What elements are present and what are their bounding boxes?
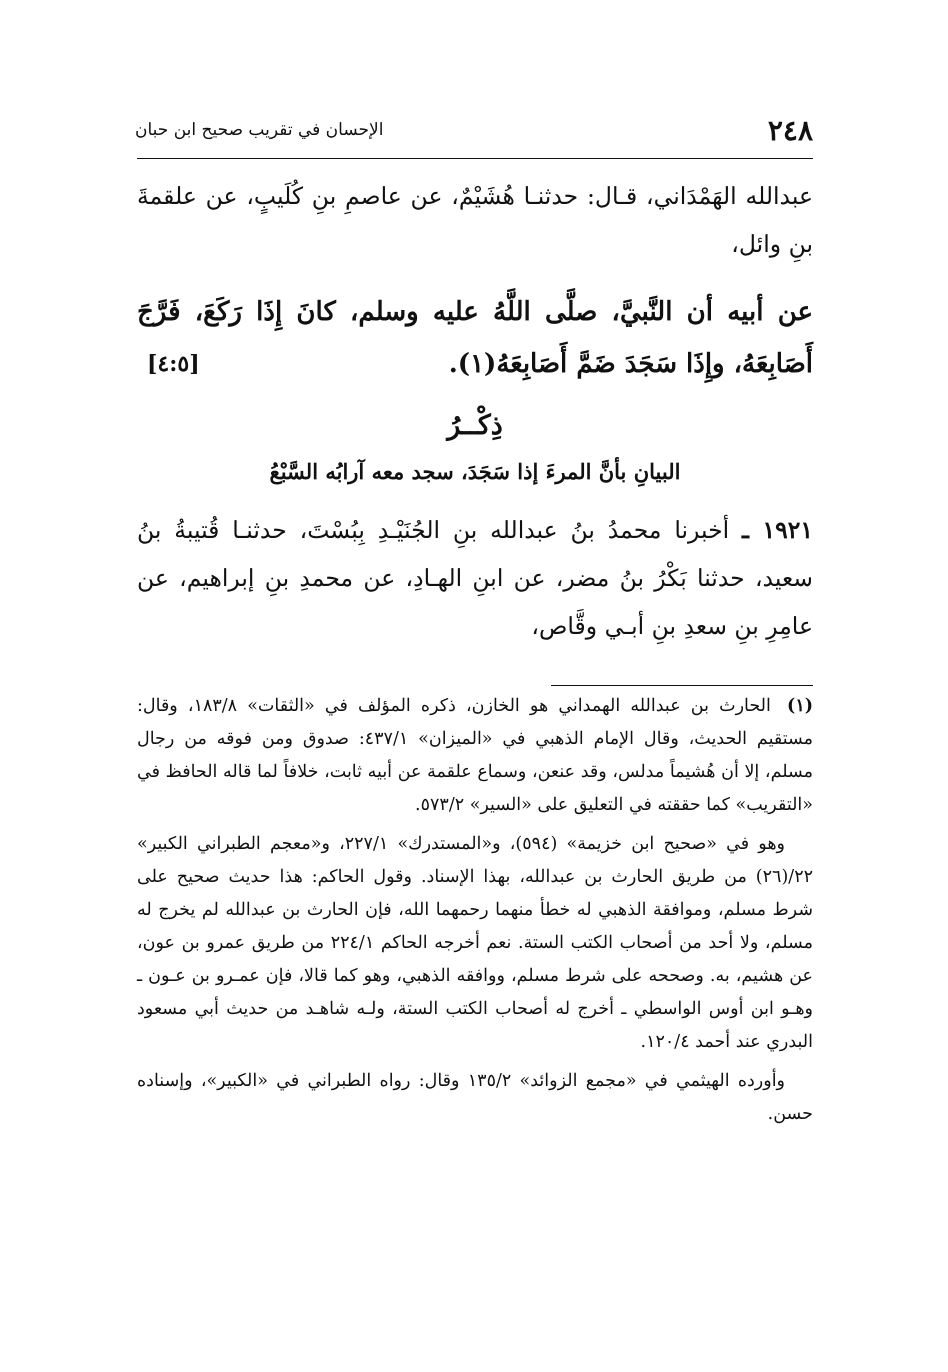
footnote-text: الحارث بن عبدالله الهمداني هو الخازن، ذكره المؤلف في «الثقات» ١٨٣/٨، وقال: مستقيم الحديث، وقال الإمام الذهبي في «الميزان» ٤٣٧/١: صدوق ومن فوقه من رجال مسلم، إلا أن هُشيماً مدلس، وقد عنعن، وسماع علقمة عن أبيه ثابت، خلافاً لما قاله الحافظ في «التقريب» كما حققته في التعليق على «السير» ٥٧٣/٢. (137, 696, 813, 815)
hadith-entry (137, 506, 813, 650)
header-divider (137, 158, 813, 159)
page-header (135, 110, 813, 150)
footnotes (137, 690, 813, 1131)
footnote-divider (551, 685, 813, 686)
hadith-text (137, 286, 813, 390)
isnad-chain-2: أخبرنا محمدُ بنُ عبدالله بنِ الجُنَيْـدِ بِبُسْتَ، حدثنـا قُتيبةُ بنُ سعيد، حدثنا بَكْرُ بنُ مضر، عن ابنِ الهـادِ، عن محمدِ بنِ إبراهيم، عن عامِرِ بنِ سعدِ بنِ أبـي وقَّاص، (137, 516, 813, 640)
isnad-chain: عبدالله الهَمْدَاني، قـال: حدثنـا هُشَيْمٌ، عن عاصمِ بنِ كُلَيبٍ، عن علقمةَ بنِ وائل، (137, 182, 813, 258)
main-text (137, 172, 813, 650)
page-number: ٢٤٨ (767, 114, 813, 147)
section-title: ذِكْــرُ (447, 410, 503, 441)
footnote-1 (137, 690, 813, 822)
footnote-paragraph: وهو في «صحيح ابن خزيمة» (٥٩٤)، و«المستدرك» ٢٢٧/١، و«معجم الطبراني الكبير» ٢٢/(٢٦) من طريق الحارث بن عبدالله، بهذا الإسناد. وقول الحاكم: هذا حديث صحيح على شرط مسلم، وموافقة الذهبي له خطأ منهما رحمهما الله، فإن الحارث بن عبدالله لم يخرج له مسلم، ولا أحد من أصحاب الكتب الستة. نعم أخرجه الحاكم ٢٢٤/١ من طريق عمرو بن عون، عن هشيم، به. وصححه على شرط مسلم، ووافقه الذهبي، وهو كما قالا، فإن عمـرو بن عـون ـ وهـو ابن أوس الواسطي ـ أخرج له أصحاب الكتب الستة، ولـه شاهـد من حديث أبي مسعود البدري عند أحمد ١٢٠/٤. (137, 834, 814, 1052)
running-title: الإحسان في تقريب صحيح ابن حبان (135, 120, 384, 140)
section-subtitle: البيانِ بأنَّ المرءَ إذا سَجَدَ، سجد معه آرابُه السَّبْعُ (269, 459, 681, 484)
footnote-paragraph: وأورده الهيثمي في «مجمع الزوائد» ١٣٥/٢ وقال: رواه الطبراني في «الكبير»، وإسناده حسن. (137, 1071, 813, 1124)
hadith-number: ١٩٢١ ـ (742, 516, 813, 544)
hadith-reference: [٤:٥] (147, 351, 200, 377)
hadith-matn: عن أبيه أن النَّبيَّ، صلَّى اللَّهُ عليه وسلم، كانَ إِذَا رَكَعَ، فَرَّجَ أَصَابِعَهُ، وإِذَا سَجَدَ ضَمَّ أَصَابِعَهُ(١). (137, 297, 813, 379)
footnote-marker: (١) (787, 696, 813, 716)
